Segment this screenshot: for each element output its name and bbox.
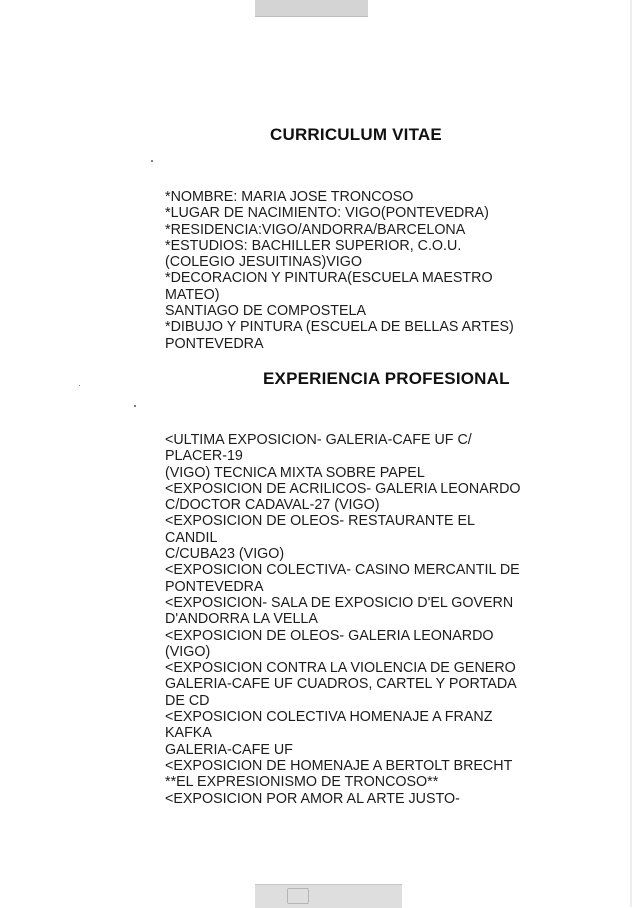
experience-line: <EXPOSICION CONTRA LA VIOLENCIA DE GENERO [165, 660, 516, 677]
personal-info-list [165, 189, 514, 352]
scan-speck [134, 405, 136, 407]
experience-line: C/DOCTOR CADAVAL-27 (VIGO) [165, 497, 380, 514]
experience-line: (VIGO) TECNICA MIXTA SOBRE PAPEL [165, 464, 425, 481]
experience-line: <EXPOSICION DE ACRILICOS- GALERIA LEONARDO [165, 480, 521, 497]
experience-line: <ULTIMA EXPOSICION- GALERIA-CAFE UF C/ [165, 432, 472, 448]
personal-info-line: *NOMBRE: MARIA JOSE TRONCOSO [165, 189, 414, 205]
personal-info-line: MATEO) [165, 286, 220, 303]
experience-line: DE CD [165, 692, 210, 709]
scanner-clip-bottom [255, 884, 402, 908]
experience-line: <EXPOSICION POR AMOR AL ARTE JUSTO- [165, 790, 460, 807]
personal-info-line: *RESIDENCIA:VIGO/ANDORRA/BARCELONA [165, 221, 466, 238]
experience-line: GALERIA-CAFE UF [165, 741, 293, 758]
personal-info-line: PONTEVEDRA [165, 335, 264, 352]
personal-info-line: SANTIAGO DE COMPOSTELA [165, 303, 366, 320]
personal-info-line: *DECORACION Y PINTURA(ESCUELA MAESTRO [165, 270, 493, 287]
scanner-clip-top [255, 0, 368, 17]
experience-line: (VIGO) [165, 643, 211, 660]
experience-line: **EL EXPRESIONISMO DE TRONCOSO** [165, 774, 439, 791]
experience-line: <EXPOSICION DE OLEOS- GALERIA LEONARDO [165, 627, 494, 644]
personal-info-line: *DIBUJO Y PINTURA (ESCUELA DE BELLAS ARTES) [165, 319, 514, 336]
scanner-mark-icon [287, 888, 309, 904]
scan-speck [79, 385, 80, 386]
experience-list [165, 432, 521, 807]
personal-info-line: *ESTUDIOS: BACHILLER SUPERIOR, C.O.U. [165, 237, 462, 254]
experience-line: <EXPOSICION DE OLEOS- RESTAURANTE EL [165, 513, 475, 530]
document-title: CURRICULUM VITAE [270, 125, 442, 144]
personal-info-line: *LUGAR DE NACIMIENTO: VIGO(PONTEVEDRA) [165, 205, 489, 222]
experience-line: KAFKA [165, 725, 212, 742]
scan-speck [151, 160, 153, 162]
personal-info-line: (COLEGIO JESUITINAS)VIGO [165, 254, 363, 271]
experience-line: D'ANDORRA LA VELLA [165, 611, 318, 628]
experience-line: <EXPOSICION- SALA DE EXPOSICIO D'EL GOVERN [165, 594, 514, 611]
experience-line: PONTEVEDRA [165, 578, 264, 595]
experience-line: <EXPOSICION COLECTIVA HOMENAJE A FRANZ [165, 709, 493, 726]
experience-heading: EXPERIENCIA PROFESIONAL [263, 369, 510, 388]
experience-line: <EXPOSICION DE HOMENAJE A BERTOLT BRECHT [165, 757, 513, 774]
experience-line: C/CUBA23 (VIGO) [165, 546, 285, 563]
experience-line: PLACER-19 [165, 448, 243, 465]
experience-line: CANDIL [165, 529, 218, 546]
experience-line: GALERIA-CAFE UF CUADROS, CARTEL Y PORTADA [165, 676, 517, 693]
experience-line: <EXPOSICION COLECTIVA- CASINO MERCANTIL DE [165, 562, 520, 579]
